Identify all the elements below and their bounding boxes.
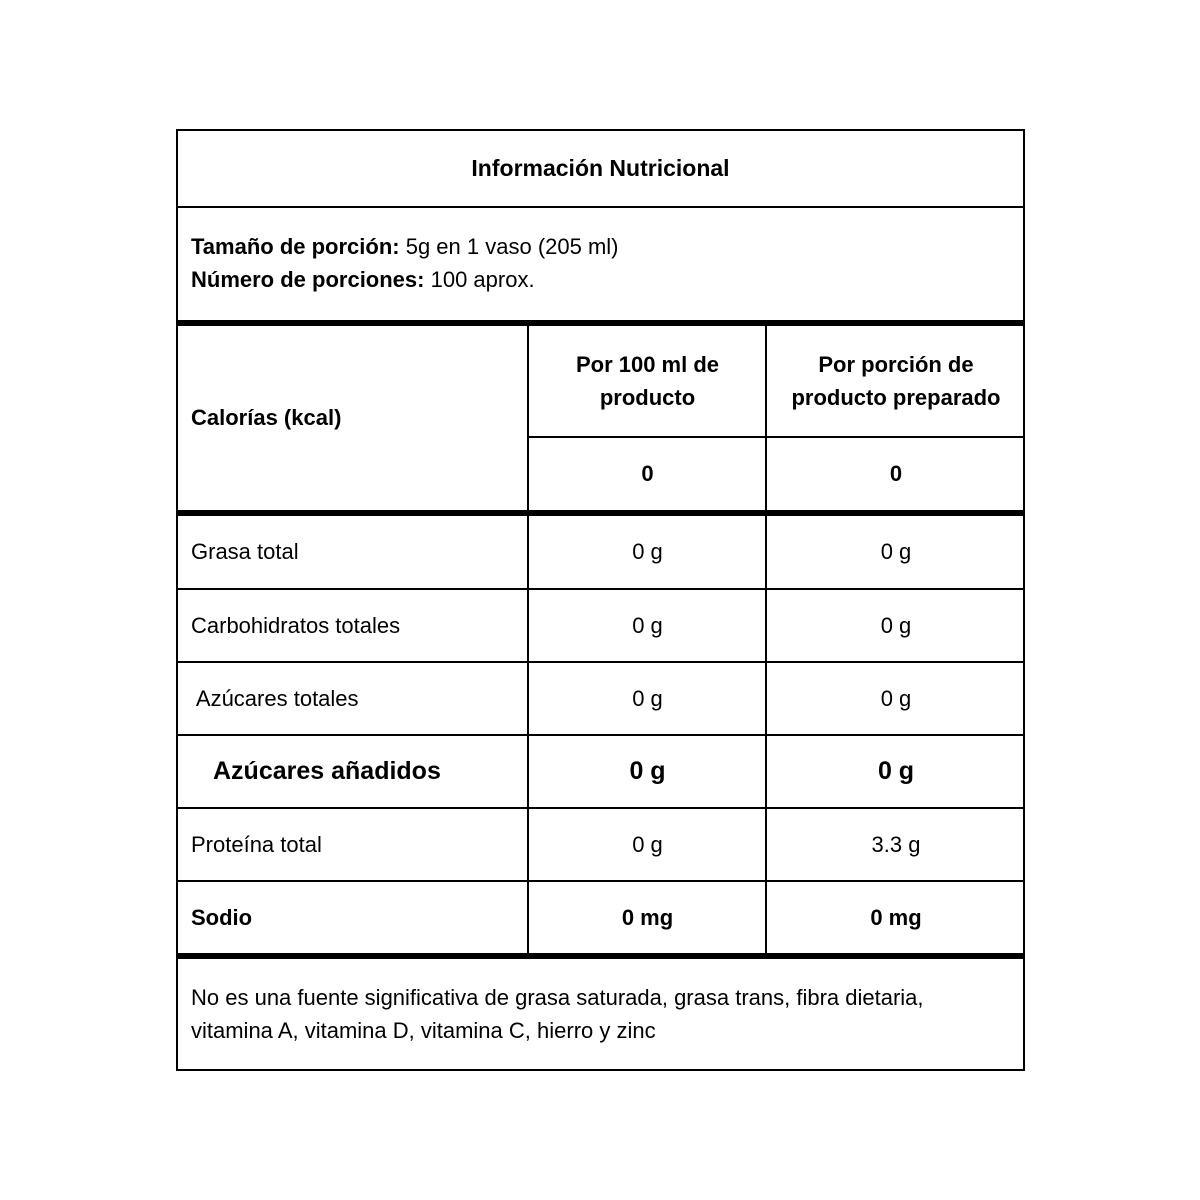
nutrient-label-proteina: Proteína total	[191, 831, 322, 857]
nutrient-label-azucares-anadidos: Azúcares añadidos	[213, 757, 441, 785]
column-header-per-100ml: Por 100 ml de producto	[575, 352, 720, 410]
serving-size-label: Tamaño de porción:	[191, 234, 400, 259]
footer-note: No es una fuente significativa de grasa saturada, grasa trans, fibra dietaria, vitamina A, vitamina D, vitamina C, hierro y zinc	[191, 985, 924, 1043]
servings-count-label: Número de porciones:	[191, 267, 425, 292]
nutrient-perserving-carbohidratos: 0 g	[880, 612, 912, 638]
nutrient-perserving-sodio: 0 mg	[870, 904, 922, 930]
nutrient-perserving-azucares-totales: 0 g	[880, 685, 912, 711]
nutrient-per100-carbohidratos: 0 g	[632, 612, 663, 638]
servings-count-line	[191, 263, 1023, 296]
label-title: Información Nutricional	[178, 131, 1023, 208]
serving-size-value: 5g en 1 vaso (205 ml)	[399, 234, 619, 259]
serving-info	[178, 208, 1023, 320]
nutrient-label-carbohidratos: Carbohidratos totales	[191, 612, 401, 638]
nutrient-label-sodio: Sodio	[191, 904, 253, 930]
nutrient-perserving-proteina: 3.3 g	[871, 831, 921, 857]
nutrient-perserving-grasa-total: 0 g	[880, 539, 912, 564]
calories-label: Calorías (kcal)	[191, 405, 342, 430]
calories-per-100ml: 0	[641, 461, 654, 486]
column-header-per-serving: Por porción de producto preparado	[791, 352, 1001, 410]
nutrient-per100-proteina: 0 g	[632, 831, 663, 857]
nutrition-facts-label	[176, 129, 1025, 1071]
nutrient-perserving-azucares-anadidos: 0 g	[877, 757, 915, 785]
nutrient-label-grasa-total: Grasa total	[191, 539, 299, 564]
servings-count-value: 100 aprox.	[424, 267, 535, 292]
nutrient-per100-grasa-total: 0 g	[632, 539, 663, 564]
serving-size-line	[191, 230, 1023, 263]
nutrient-per100-sodio: 0 mg	[621, 904, 674, 930]
column-divider	[765, 326, 767, 953]
nutrient-per100-azucares-totales: 0 g	[632, 685, 663, 711]
nutrient-per100-azucares-anadidos: 0 g	[629, 757, 666, 785]
nutrient-label-azucares-totales: Azúcares totales	[191, 685, 359, 711]
column-divider	[527, 326, 529, 953]
calories-per-serving: 0	[889, 461, 903, 486]
